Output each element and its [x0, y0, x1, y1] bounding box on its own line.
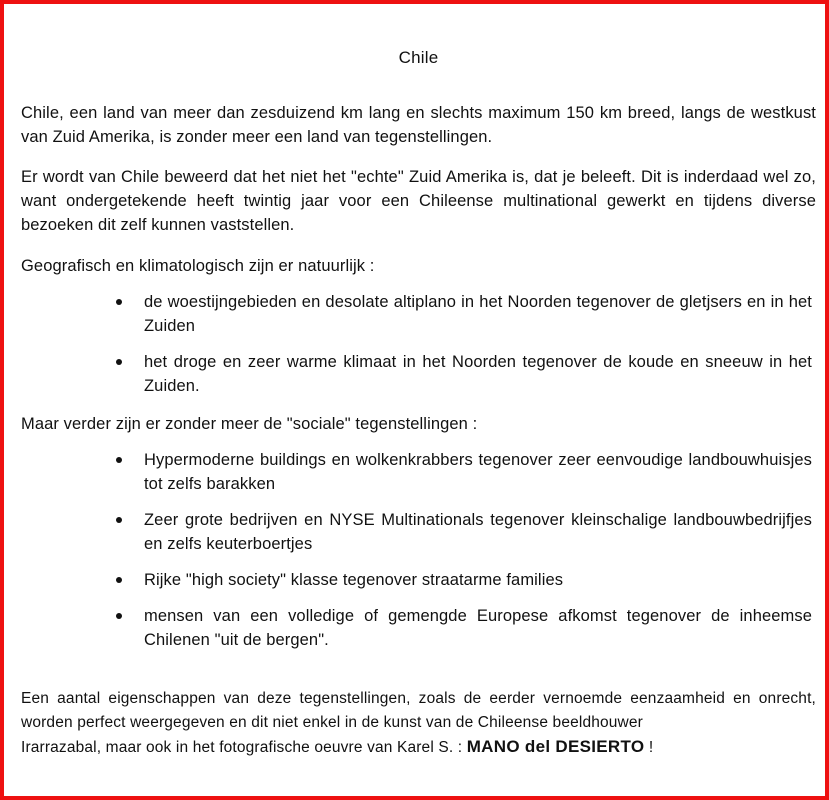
bullet-icon [116, 359, 122, 365]
closing-exclamation: ! [648, 739, 654, 756]
bullet-icon [116, 577, 122, 583]
bullet-icon [116, 299, 122, 305]
list-item-text: de woestijngebieden en desolate altiplano in het Noorden tegenover de gletjsers en in het Zuiden [144, 293, 812, 335]
social-bullet-list [112, 448, 812, 664]
closing-last-line-text: Irarrazabal, maar ook in het fotografische oeuvre van Karel S. : [21, 739, 463, 756]
geo-bullet-list [112, 290, 812, 410]
geo-intro-paragraph: Geografisch en klimatologisch zijn er natuurlijk : [21, 257, 375, 275]
social-intro-paragraph: Maar verder zijn er zonder meer de "sociale" tegenstellingen : [21, 415, 478, 433]
closing-text: Een aantal eigenschappen van deze tegenstellingen, zoals de eerder vernoemde eenzaamheid en onrecht, worden perfect weergegeven en dit niet enkel in de kunst van de Chileense beeldhouwer [21, 690, 816, 731]
closing-last-line [21, 735, 816, 760]
list-item-text: Rijke "high society" klasse tegenover straatarme families [144, 571, 564, 589]
list-item [112, 350, 812, 398]
list-item [112, 604, 812, 652]
bullet-icon [116, 613, 122, 619]
intro-paragraph: Chile, een land van meer dan zesduizend km lang en slechts maximum 150 km breed, langs de westkust van Zuid Amerika, is zonder meer een land van tegenstellingen. [21, 104, 816, 146]
list-item-text: Zeer grote bedrijven en NYSE Multinationals tegenover kleinschalige landbouwbedrijfjes en zelfs keuterboertjes [144, 511, 812, 553]
bullet-icon [116, 517, 122, 523]
list-item [112, 508, 812, 556]
page-title: Chile [398, 48, 439, 67]
list-item-text: mensen van een volledige of gemengde Europese afkomst tegenover de inheemse Chilenen "uit de bergen". [144, 607, 812, 649]
list-item-text: Hypermoderne buildings en wolkenkrabbers tegenover zeer eenvoudige landbouwhuisjes tot zelfs barakken [144, 451, 812, 493]
list-item-text: het droge en zeer warme klimaat in het Noorden tegenover de koude en sneeuw in het Zuiden. [144, 353, 812, 395]
closing-paragraph [21, 687, 816, 760]
list-item [112, 290, 812, 338]
list-item [112, 568, 812, 592]
highlight-title: MANO del DESIERTO [466, 737, 645, 756]
context-paragraph: Er wordt van Chile beweerd dat het niet het "echte" Zuid Amerika is, dat je beleeft. Dit is inderdaad wel zo, want ondergetekende heeft twintig jaar voor een Chileense multinational gewerkt en tijdens diverse bezoeken dit zelf kunnen vaststellen. [21, 168, 816, 234]
list-item [112, 448, 812, 496]
bullet-icon [116, 457, 122, 463]
